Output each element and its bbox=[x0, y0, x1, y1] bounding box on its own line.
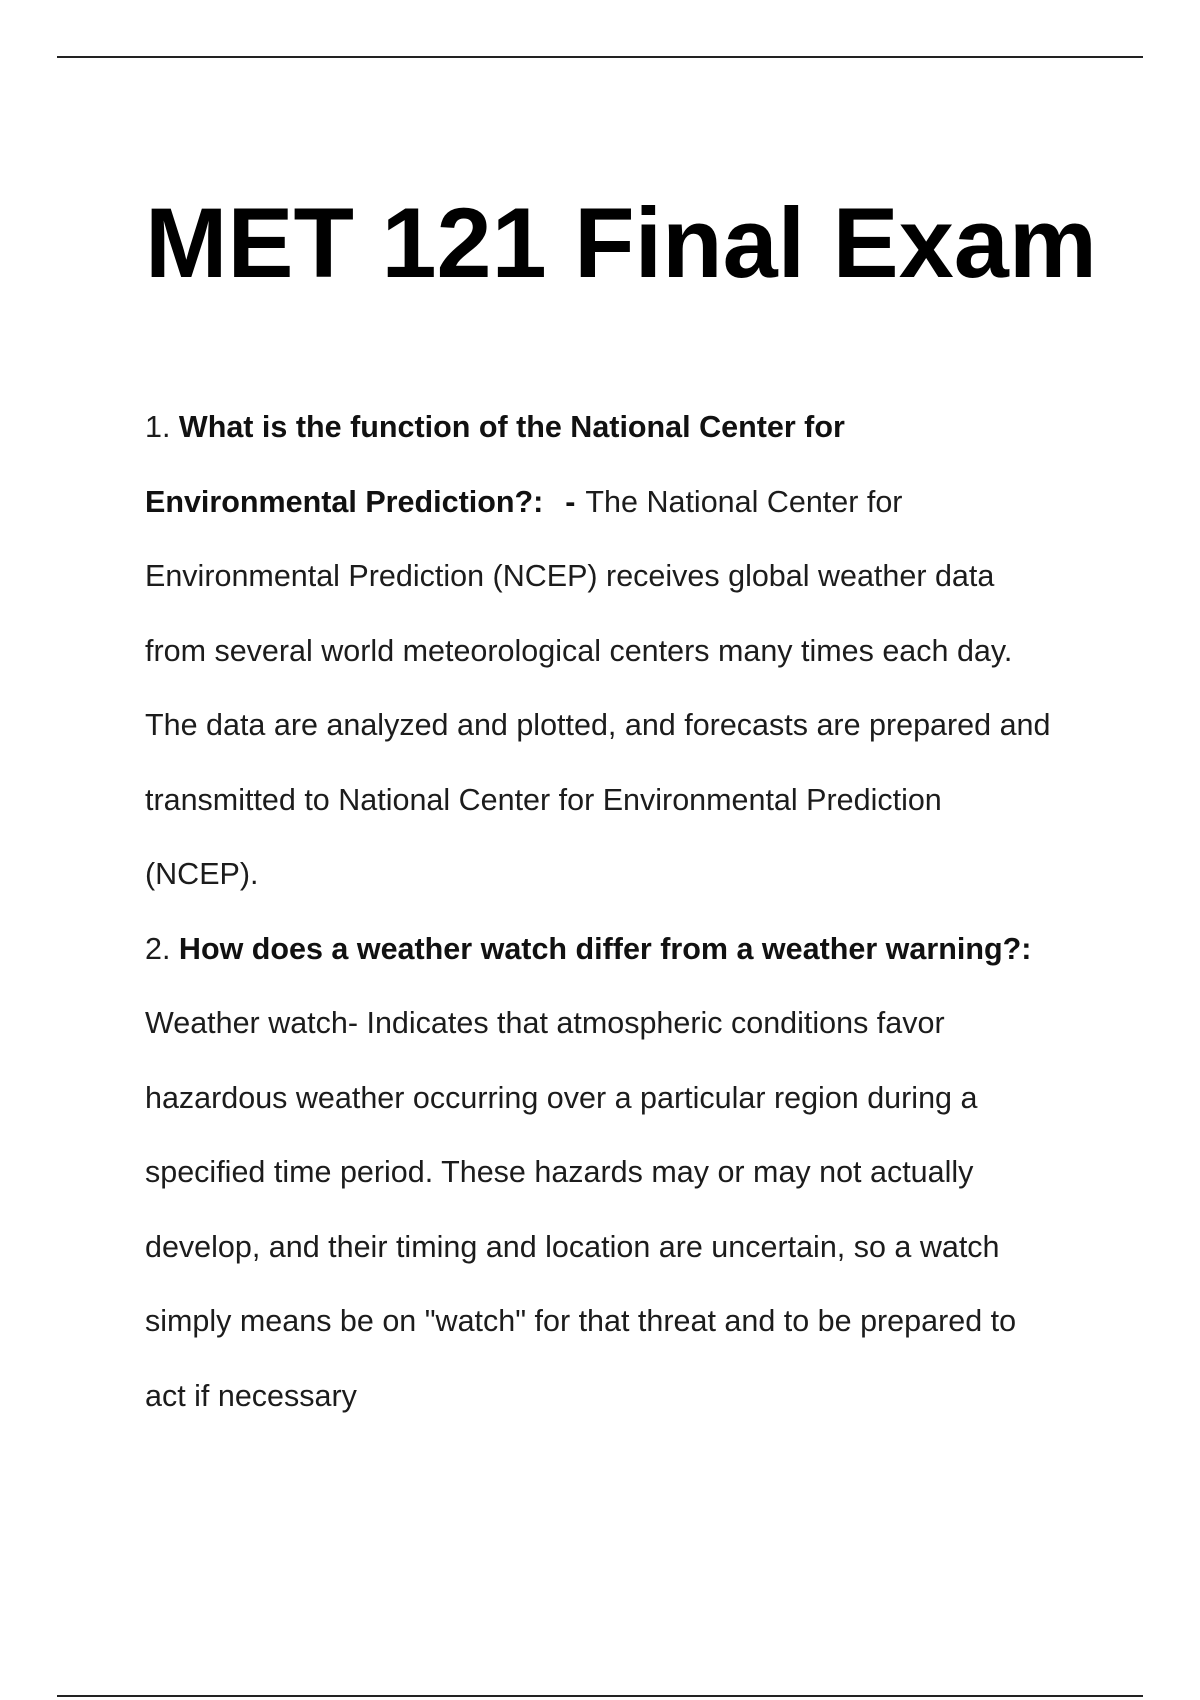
answer-2-line-5: simply means be on "watch" for that threat and to be prepared to bbox=[145, 1304, 1017, 1338]
answer-2-line-4: develop, and their timing and location are uncertain, so a watch bbox=[145, 1229, 1000, 1264]
answer-1-line-6: (NCEP). bbox=[145, 857, 259, 891]
question-2-text: How does a weather watch differ from a weather warning?: bbox=[178, 931, 1032, 966]
question-1-text-cont: Environmental Prediction?: bbox=[145, 484, 544, 519]
answer-2-line-6: act if necessary bbox=[145, 1378, 357, 1413]
question-1 bbox=[145, 390, 1095, 912]
question-1-number: 1. bbox=[145, 410, 171, 444]
answer-2-line-3: specified time period. These hazards may or may not actually bbox=[145, 1155, 974, 1189]
question-2-line-1 bbox=[145, 912, 1095, 987]
answer-2-line-1: Weather watch- Indicates that atmospheric conditions favor bbox=[145, 1006, 945, 1040]
answer-dash: - bbox=[565, 484, 576, 519]
answer-1-line-5: transmitted to National Center for Environmental Prediction bbox=[145, 782, 942, 817]
answer-2-line-2: hazardous weather occurring over a particular region during a bbox=[145, 1080, 978, 1115]
bottom-rule bbox=[57, 1695, 1143, 1697]
answer-1-line-3: from several world meteorological centers many times each day. bbox=[145, 633, 1013, 668]
question-1-line-1 bbox=[145, 390, 1095, 465]
top-rule bbox=[57, 56, 1143, 58]
page-title: MET 121 Final Exam bbox=[145, 187, 1097, 298]
question-1-line-2 bbox=[145, 465, 1095, 540]
answer-1-line-4: The data are analyzed and plotted, and forecasts are prepared and bbox=[145, 708, 1051, 742]
exam-content bbox=[145, 390, 1095, 1433]
question-1-text: What is the function of the National Center for bbox=[178, 410, 845, 444]
question-2-number: 2. bbox=[145, 931, 171, 966]
answer-1-line-2: Environmental Prediction (NCEP) receives global weather data bbox=[145, 559, 995, 593]
question-2 bbox=[145, 912, 1095, 1434]
answer-1-line-1: The National Center for bbox=[585, 484, 903, 519]
